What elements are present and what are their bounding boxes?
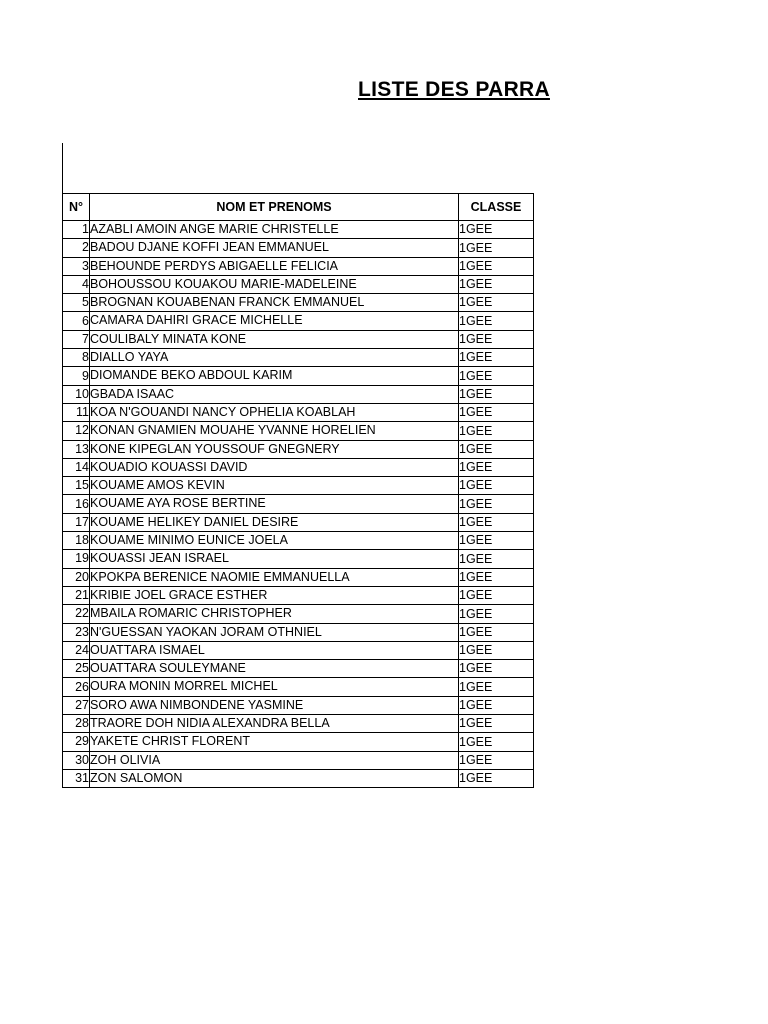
student-name: SORO AWA NIMBONDENE YASMINE bbox=[90, 696, 459, 714]
student-name: DIALLO YAYA bbox=[90, 349, 459, 367]
row-number: 19 bbox=[63, 550, 90, 568]
row-number: 8 bbox=[63, 349, 90, 367]
table-row bbox=[63, 221, 534, 239]
table-row bbox=[63, 532, 534, 550]
table-row bbox=[63, 715, 534, 733]
student-class: 1GEE bbox=[459, 495, 534, 513]
table-row bbox=[63, 568, 534, 586]
row-number: 29 bbox=[63, 733, 90, 751]
student-class: 1GEE bbox=[459, 239, 534, 257]
table-row bbox=[63, 605, 534, 623]
table-row bbox=[63, 422, 534, 440]
row-number: 27 bbox=[63, 696, 90, 714]
student-class: 1GEE bbox=[459, 696, 534, 714]
student-name: DIOMANDE BEKO ABDOUL KARIM bbox=[90, 367, 459, 385]
student-name: ZON SALOMON bbox=[90, 769, 459, 787]
table-row bbox=[63, 641, 534, 659]
table-row bbox=[63, 751, 534, 769]
table-row bbox=[63, 330, 534, 348]
table-row bbox=[63, 367, 534, 385]
student-class: 1GEE bbox=[459, 422, 534, 440]
table-row bbox=[63, 696, 534, 714]
student-class: 1GEE bbox=[459, 294, 534, 312]
table-row bbox=[63, 678, 534, 696]
row-number: 3 bbox=[63, 257, 90, 275]
row-number: 12 bbox=[63, 422, 90, 440]
row-number: 9 bbox=[63, 367, 90, 385]
student-name: KOUASSI JEAN ISRAEL bbox=[90, 550, 459, 568]
table-row bbox=[63, 495, 534, 513]
student-name: OUATTARA ISMAEL bbox=[90, 641, 459, 659]
row-number: 1 bbox=[63, 221, 90, 239]
row-number: 15 bbox=[63, 477, 90, 495]
student-class: 1GEE bbox=[459, 751, 534, 769]
student-class: 1GEE bbox=[459, 733, 534, 751]
table-row bbox=[63, 312, 534, 330]
table-row bbox=[63, 440, 534, 458]
student-name: BOHOUSSOU KOUAKOU MARIE-MADELEINE bbox=[90, 275, 459, 293]
student-name: CAMARA DAHIRI GRACE MICHELLE bbox=[90, 312, 459, 330]
table-row bbox=[63, 733, 534, 751]
row-number: 4 bbox=[63, 275, 90, 293]
column-divider bbox=[62, 143, 63, 193]
student-class: 1GEE bbox=[459, 623, 534, 641]
table-body bbox=[63, 221, 534, 788]
student-class: 1GEE bbox=[459, 312, 534, 330]
student-class: 1GEE bbox=[459, 221, 534, 239]
student-table bbox=[62, 193, 534, 788]
student-name: BADOU DJANE KOFFI JEAN EMMANUEL bbox=[90, 239, 459, 257]
row-number: 24 bbox=[63, 641, 90, 659]
table-row bbox=[63, 477, 534, 495]
header-name: NOM ET PRENOMS bbox=[90, 194, 459, 221]
row-number: 7 bbox=[63, 330, 90, 348]
student-class: 1GEE bbox=[459, 660, 534, 678]
student-name: KOUAME AYA ROSE BERTINE bbox=[90, 495, 459, 513]
row-number: 26 bbox=[63, 678, 90, 696]
student-name: AZABLI AMOIN ANGE MARIE CHRISTELLE bbox=[90, 221, 459, 239]
table-row bbox=[63, 550, 534, 568]
row-number: 14 bbox=[63, 458, 90, 476]
student-class: 1GEE bbox=[459, 330, 534, 348]
student-class: 1GEE bbox=[459, 550, 534, 568]
student-class: 1GEE bbox=[459, 532, 534, 550]
student-class: 1GEE bbox=[459, 275, 534, 293]
row-number: 6 bbox=[63, 312, 90, 330]
table-header-row bbox=[63, 194, 534, 221]
student-class: 1GEE bbox=[459, 367, 534, 385]
page-title: LISTE DES PARRA bbox=[358, 78, 550, 101]
student-name: KOUADIO KOUASSI DAVID bbox=[90, 458, 459, 476]
student-name: MBAILA ROMARIC CHRISTOPHER bbox=[90, 605, 459, 623]
row-number: 10 bbox=[63, 385, 90, 403]
table-row bbox=[63, 403, 534, 421]
student-class: 1GEE bbox=[459, 458, 534, 476]
row-number: 30 bbox=[63, 751, 90, 769]
table-row bbox=[63, 349, 534, 367]
student-name: KRIBIE JOEL GRACE ESTHER bbox=[90, 586, 459, 604]
student-class: 1GEE bbox=[459, 477, 534, 495]
student-class: 1GEE bbox=[459, 403, 534, 421]
student-name: KONE KIPEGLAN YOUSSOUF GNEGNERY bbox=[90, 440, 459, 458]
student-class: 1GEE bbox=[459, 769, 534, 787]
student-class: 1GEE bbox=[459, 440, 534, 458]
row-number: 17 bbox=[63, 513, 90, 531]
student-class: 1GEE bbox=[459, 605, 534, 623]
table-row bbox=[63, 458, 534, 476]
table-row bbox=[63, 385, 534, 403]
student-class: 1GEE bbox=[459, 586, 534, 604]
row-number: 16 bbox=[63, 495, 90, 513]
student-name: GBADA ISAAC bbox=[90, 385, 459, 403]
table-row bbox=[63, 513, 534, 531]
student-name: YAKETE CHRIST FLORENT bbox=[90, 733, 459, 751]
row-number: 28 bbox=[63, 715, 90, 733]
student-name: BEHOUNDE PERDYS ABIGAELLE FELICIA bbox=[90, 257, 459, 275]
student-class: 1GEE bbox=[459, 678, 534, 696]
header-number: N° bbox=[63, 194, 90, 221]
row-number: 18 bbox=[63, 532, 90, 550]
row-number: 21 bbox=[63, 586, 90, 604]
student-name: OURA MONIN MORREL MICHEL bbox=[90, 678, 459, 696]
header-class: CLASSE bbox=[459, 194, 534, 221]
row-number: 22 bbox=[63, 605, 90, 623]
row-number: 23 bbox=[63, 623, 90, 641]
table-row bbox=[63, 660, 534, 678]
student-name: KPOKPA BERENICE NAOMIE EMMANUELLA bbox=[90, 568, 459, 586]
table-row bbox=[63, 275, 534, 293]
student-class: 1GEE bbox=[459, 257, 534, 275]
student-class: 1GEE bbox=[459, 513, 534, 531]
student-name: COULIBALY MINATA KONE bbox=[90, 330, 459, 348]
student-name: N'GUESSAN YAOKAN JORAM OTHNIEL bbox=[90, 623, 459, 641]
row-number: 20 bbox=[63, 568, 90, 586]
row-number: 11 bbox=[63, 403, 90, 421]
row-number: 31 bbox=[63, 769, 90, 787]
student-name: TRAORE DOH NIDIA ALEXANDRA BELLA bbox=[90, 715, 459, 733]
student-name: OUATTARA SOULEYMANE bbox=[90, 660, 459, 678]
table-row bbox=[63, 623, 534, 641]
table-row bbox=[63, 294, 534, 312]
table-row bbox=[63, 769, 534, 787]
student-name: BROGNAN KOUABENAN FRANCK EMMANUEL bbox=[90, 294, 459, 312]
student-class: 1GEE bbox=[459, 349, 534, 367]
student-class: 1GEE bbox=[459, 641, 534, 659]
table-row bbox=[63, 257, 534, 275]
row-number: 13 bbox=[63, 440, 90, 458]
student-name: KONAN GNAMIEN MOUAHE YVANNE HORELIEN bbox=[90, 422, 459, 440]
student-name: KOA N'GOUANDI NANCY OPHELIA KOABLAH bbox=[90, 403, 459, 421]
student-class: 1GEE bbox=[459, 715, 534, 733]
student-class: 1GEE bbox=[459, 568, 534, 586]
student-name: KOUAME AMOS KEVIN bbox=[90, 477, 459, 495]
table-row bbox=[63, 239, 534, 257]
student-name: KOUAME MINIMO EUNICE JOELA bbox=[90, 532, 459, 550]
student-name: ZOH OLIVIA bbox=[90, 751, 459, 769]
table-row bbox=[63, 586, 534, 604]
row-number: 5 bbox=[63, 294, 90, 312]
row-number: 2 bbox=[63, 239, 90, 257]
student-class: 1GEE bbox=[459, 385, 534, 403]
student-name: KOUAME HELIKEY DANIEL DESIRE bbox=[90, 513, 459, 531]
row-number: 25 bbox=[63, 660, 90, 678]
